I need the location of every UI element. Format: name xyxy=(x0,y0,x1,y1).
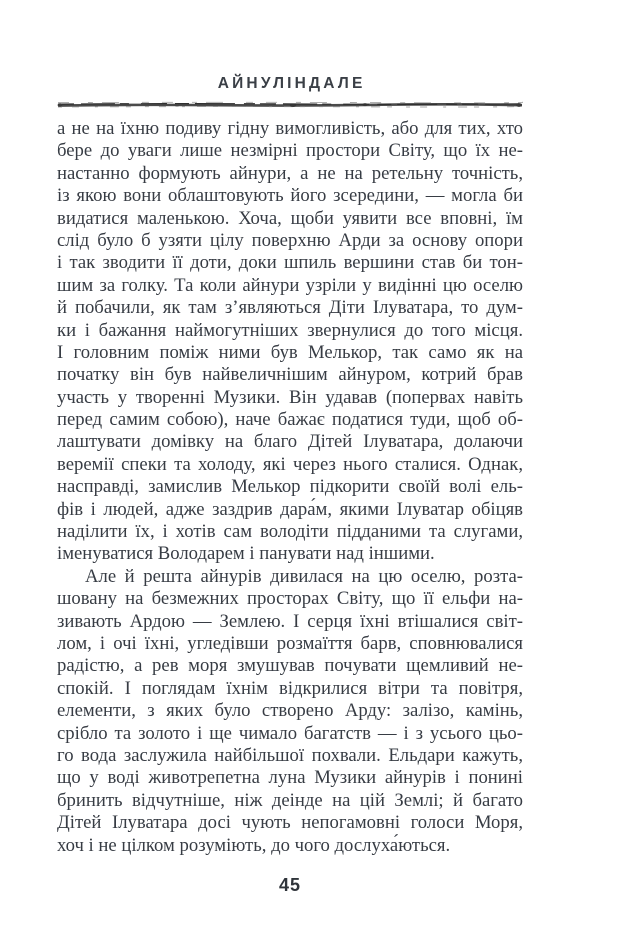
text-line: спокій. І поглядам їхнім відкрилися вітри та повітря, xyxy=(57,677,523,699)
page-number: 45 xyxy=(278,875,302,895)
text-line: бере до уваги лише незмірні простори Світу, що їх не- xyxy=(57,140,523,162)
text-line: настанно формують айнури, а не на ретельну точність, xyxy=(57,162,523,184)
text-line: а не на їхню подиву гідну вимогливість, або для тих, хто xyxy=(57,118,523,139)
text-line: і так зводити її доти, доки шпиль вершини став би тон- xyxy=(57,252,523,274)
paragraph xyxy=(57,118,523,566)
text-line: видатися маленькою. Хоча, щоби уявити все вповні, їм xyxy=(57,207,523,229)
text-line: лом, і очі їхні, угледівши розмаїття барв, сповнювалися xyxy=(57,632,523,654)
text-line: елементи, з яких було створено Арду: залізо, камінь, xyxy=(57,700,523,722)
text-line: Але й решта айнурів дивилася на цю оселю, розта- xyxy=(85,565,523,587)
text-line: Дітей Ілуватара досі чують непогамовні голоси Моря, xyxy=(57,812,523,834)
text-line: що у воді животрепетна луна Музики айнурів і понині xyxy=(57,767,523,789)
text-line: І головним поміж ними був Мелькор, так само як на xyxy=(57,341,523,363)
text-line: слід було б узяти цілу поверхню Арди за основу опори xyxy=(57,229,523,251)
text-line: зивають Ардою — Землею. І серця їхні втішалися світ- xyxy=(57,610,523,632)
text-line: радістю, а рев моря змушував почувати щемливий не- xyxy=(57,655,523,677)
text-line: іменуватися Володарем і панувати над іншими. xyxy=(57,543,435,565)
text-line: ки і бажання наймогутніших звернулися до того місця. xyxy=(57,319,523,341)
text-line: хоч і не цілком розуміють, до чого дослуха́ються. xyxy=(57,834,451,856)
decorative-rule-image xyxy=(57,100,523,112)
text-line: фів і людей, адже заздрив дара́м, якими Ілуватар обіцяв xyxy=(57,498,523,520)
text-line: шим за голку. Та коли айнури узріли у видінні цю оселю xyxy=(57,274,523,296)
text-line: лаштувати домівку на благо Дітей Ілуватара, долаючи xyxy=(57,431,523,453)
paragraph xyxy=(57,566,523,857)
text-line: перед самим собою), наче бажає податися туди, щоб об- xyxy=(57,409,523,431)
text-line: срібло та золото і ще чимало багатств — і з усього цьо- xyxy=(57,722,523,744)
text-line: наділити їх, і хотів сам володіти підданими та слугами, xyxy=(57,521,523,543)
text-line: веремії спеки та холоду, які через нього сталися. Однак, xyxy=(57,453,523,475)
text-line: участь у творенні Музики. Він удавав (попервах навіть xyxy=(57,386,523,408)
text-line: із якою вони облаштовують його зсередини, — могла би xyxy=(57,185,523,207)
text-line: шовану на безмежних просторах Світу, що її ельфи на- xyxy=(57,588,523,610)
text-column xyxy=(57,0,523,951)
text-line: й побачили, як там з’являються Діти Ілуватара, то дум- xyxy=(57,297,523,319)
body-text xyxy=(57,118,523,857)
chapter-title: АЙНУЛІНДАЛЕ xyxy=(217,75,366,92)
text-line: го вода заслужила найбільшої похвали. Ельдари кажуть, xyxy=(57,744,523,766)
decorative-rule xyxy=(57,99,523,111)
text-line: насправді, замислив Мелькор підкорити своїй волі ель- xyxy=(57,476,523,498)
text-line: бринить відчутніше, ніж деінде на цій Землі; й багато xyxy=(57,789,523,811)
text-line: початку він був найвеличнішим айнуром, котрий брав xyxy=(57,364,523,386)
